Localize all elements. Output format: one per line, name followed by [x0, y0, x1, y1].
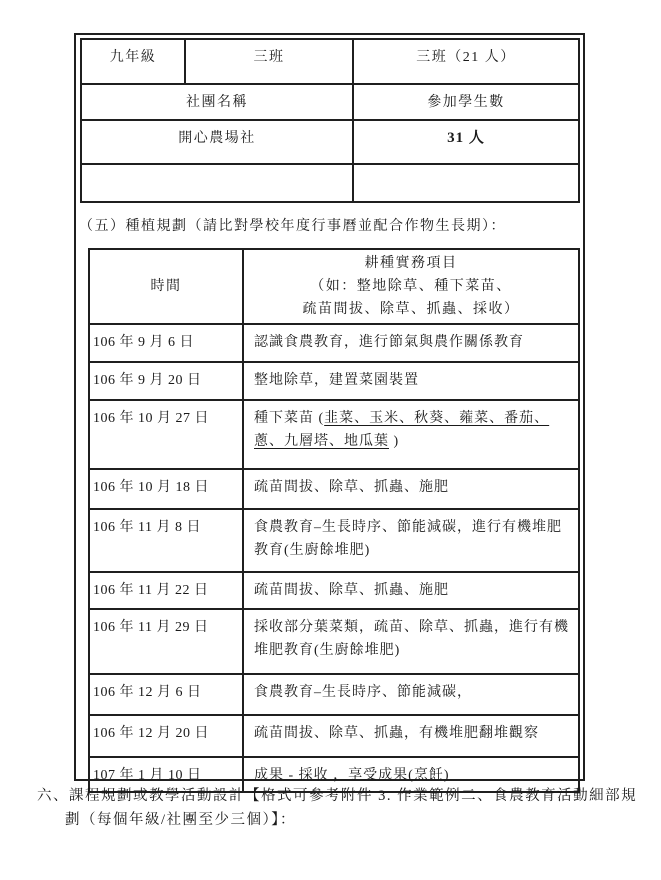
- club-name-cell: 開心農場社: [81, 120, 353, 164]
- task-header-title: 耕種實務項目: [364, 256, 458, 271]
- date-cell: 106 年 11 月 22 日: [89, 572, 243, 609]
- task-cell: 整地除草，建置菜園裝置: [243, 362, 579, 400]
- table-row: [89, 509, 579, 572]
- student-count-value: 31 人: [447, 130, 485, 146]
- club-info-table: [80, 38, 580, 203]
- table-row: [89, 609, 579, 674]
- task-column-header: [243, 249, 579, 324]
- table-row: [89, 572, 579, 609]
- table-row: [81, 120, 579, 164]
- task-cell: 採收部分葉菜類，疏苗、除草、抓蟲，進行有機堆肥教育(生廚餘堆肥): [243, 609, 579, 674]
- table-row: [89, 324, 579, 362]
- task-cell: 疏苗間拔、除草、抓蟲、施肥: [243, 469, 579, 509]
- table-row: [81, 84, 579, 120]
- task-cell: 疏苗間拔、除草、抓蟲、施肥: [243, 572, 579, 609]
- date-cell: 106 年 10 月 27 日: [89, 400, 243, 469]
- date-cell: 106 年 11 月 8 日: [89, 509, 243, 572]
- section6-line-2: 劃（每個年級/社團至少三個）】：: [65, 812, 297, 828]
- class-detail-cell: 三班（21 人）: [353, 39, 579, 84]
- section6-paragraph: [37, 784, 637, 832]
- date-cell: 106 年 10 月 18 日: [89, 469, 243, 509]
- task-text-underlined-vegetables: 韭菜、玉米、秋葵、蕹菜、番茄、蔥、九層塔、地瓜葉: [254, 411, 550, 449]
- planting-plan-table: [88, 248, 580, 793]
- date-cell: 106 年 9 月 6 日: [89, 324, 243, 362]
- table-row: [81, 164, 579, 202]
- table-row: [89, 674, 579, 715]
- task-header-hint-1: （如：整地除草、種下菜苗、: [310, 279, 512, 294]
- task-cell: 食農教育–生長時序、節能減碳，: [243, 674, 579, 715]
- date-cell: 106 年 12 月 20 日: [89, 715, 243, 757]
- time-column-header: 時間: [89, 249, 243, 324]
- task-cell: 認識食農教育，進行節氣與農作關係教育: [243, 324, 579, 362]
- table-row: [89, 469, 579, 509]
- table-row: [89, 715, 579, 757]
- task-text-suffix: ): [389, 434, 400, 449]
- club-name-label-cell: 社團名稱: [81, 84, 353, 120]
- section6-line-1: 六、課程規劃或教學活動設計【格式可參考附件 3. 作業範例二、食農教育活動細部規: [37, 788, 638, 804]
- task-text-prefix: 種下菜苗 (: [254, 411, 325, 426]
- student-count-cell: [353, 120, 579, 164]
- date-cell: 106 年 9 月 20 日: [89, 362, 243, 400]
- form-section-container: [74, 33, 585, 781]
- student-count-label-cell: 參加學生數: [353, 84, 579, 120]
- table-row: [81, 39, 579, 84]
- table-row: [89, 362, 579, 400]
- empty-cell: [353, 164, 579, 202]
- table-row: [89, 400, 579, 469]
- task-cell: [243, 400, 579, 469]
- section5-heading: （五）種植規劃（請比對學校年度行事曆並配合作物生長期）：: [79, 219, 506, 234]
- date-cell: 107 年 1 月 10 日: [89, 757, 243, 792]
- date-cell: 106 年 11 月 29 日: [89, 609, 243, 674]
- date-cell: 106 年 12 月 6 日: [89, 674, 243, 715]
- task-cell: 成果 - 採收 ，享受成果(烹飪): [243, 757, 579, 792]
- grade-cell: 九年級: [81, 39, 185, 84]
- task-header-hint-2: 疏苗間拔、除草、抓蟲、採收）: [302, 302, 520, 317]
- empty-cell: [81, 164, 353, 202]
- task-cell: 疏苗間拔、除草、抓蟲，有機堆肥翻堆觀察: [243, 715, 579, 757]
- table-header-row: [89, 249, 579, 324]
- class-count-cell: 三班: [185, 39, 353, 84]
- task-cell: 食農教育–生長時序、節能減碳，進行有機堆肥教育(生廚餘堆肥): [243, 509, 579, 572]
